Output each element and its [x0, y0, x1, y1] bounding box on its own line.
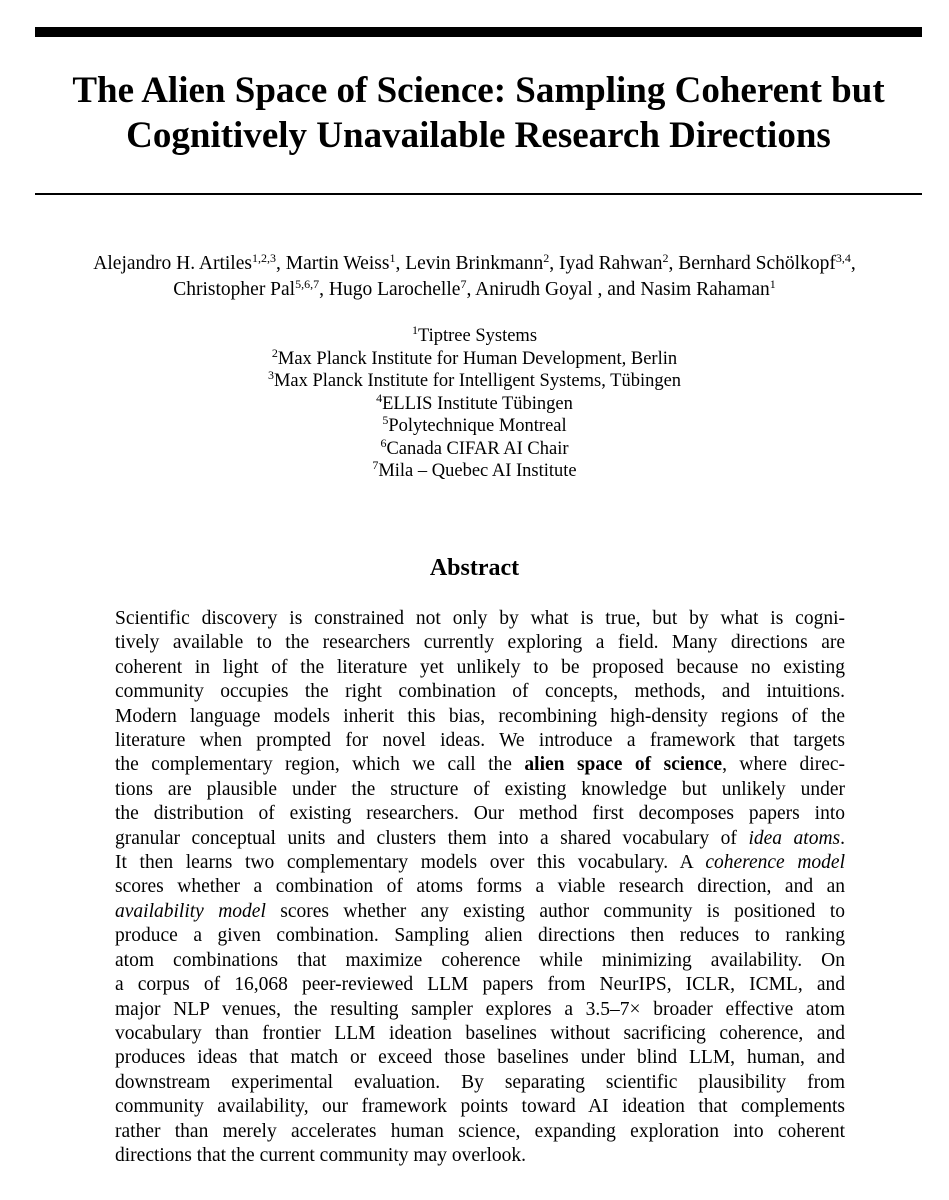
- affiliation: [0, 415, 949, 438]
- abstract-line: [115, 900, 845, 924]
- affiliation-name: Polytechnique Montreal: [388, 416, 567, 436]
- abstract-text: directions that the current community may overlook.: [115, 1144, 527, 1166]
- title-bottom-rule: [35, 193, 922, 195]
- author-line-2: Christopher Pal$^{5,6,7}$, Hugo Larochelle$^7$, Anirudh Goyal , and Nasim Rahaman$^1$: [173, 277, 776, 300]
- affiliation-name: Mila – Quebec AI Institute: [378, 461, 577, 481]
- abstract-text: atom combinations that maximize coherence while minimizing availability. On: [115, 949, 845, 971]
- abstract-line: [115, 1095, 845, 1119]
- abstract-line: [115, 924, 845, 948]
- abstract-text: It then learns two complementary models over this vocabulary. A: [115, 852, 706, 874]
- abstract-line: [115, 827, 845, 851]
- affiliation-number: 6: [380, 435, 387, 450]
- abstract-line: [115, 1120, 845, 1144]
- abstract-body: [115, 607, 845, 1168]
- abstract-text: downstream experimental evaluation. By separating scientific plausibility from: [115, 1071, 845, 1093]
- affiliation: [0, 460, 949, 483]
- abstract-text: , where direc-: [722, 754, 845, 776]
- abstract-line: [115, 875, 845, 899]
- affiliation: [0, 390, 949, 416]
- affiliation-name: Tiptree Systems: [417, 326, 538, 346]
- abstract-text: tions are plausible under the structure of existing knowledge but unlikely under: [115, 778, 845, 800]
- abstract-text: tively available to the researchers currently exploring a field. Many directions are: [115, 632, 845, 654]
- affiliation-name: Canada CIFAR AI Chair: [386, 438, 569, 459]
- author-name: Iyad Rahwan: [559, 253, 663, 274]
- abstract-line: [115, 656, 845, 680]
- abstract-line: [115, 607, 845, 631]
- abstract-text: scores whether any existing author community is positioned to: [265, 900, 845, 922]
- abstract-text: Modern language models inherit this bias, recombining high-density regions of the: [115, 705, 845, 727]
- abstract-text: Scientific discovery is constrained not only by what is true, but by what is cogni-: [115, 608, 845, 629]
- abstract-text: .: [840, 827, 846, 849]
- affiliation-number: 3: [267, 368, 274, 382]
- abstract-line: [115, 851, 845, 875]
- title-line-2: Cognitively Unavailable Research Directions: [126, 115, 831, 156]
- affiliation: [0, 325, 949, 348]
- abstract-line: [115, 778, 845, 802]
- author-affiliation-marker: 2: [543, 251, 550, 265]
- abstract-line: [115, 1144, 845, 1168]
- abstract-text: granular conceptual units and clusters them into a shared vocabulary of: [115, 827, 749, 849]
- abstract-text: the distribution of existing researchers. Our method first decomposes papers into: [115, 803, 845, 825]
- abstract-text: community availability, our framework points toward AI ideation that complements: [115, 1096, 845, 1118]
- affiliation-name: ELLIS Institute Tübingen: [382, 393, 573, 414]
- author-name: Christopher Pal: [173, 279, 296, 300]
- affiliation: [0, 370, 949, 393]
- affiliation-number: 5: [382, 413, 389, 427]
- paper-title: [35, 68, 922, 158]
- abstract-text: major NLP venues, the resulting sampler explores a 3.5–7× broader effective atom: [115, 998, 845, 1020]
- author-affiliation-marker: 2: [662, 251, 669, 265]
- author-affiliation-marker: 5,6,7: [295, 277, 320, 291]
- affiliation-number: 7: [372, 458, 379, 472]
- top-rule: [35, 27, 922, 37]
- abstract-text: rather than merely accelerates human science, expanding exploration into coherent: [115, 1120, 845, 1142]
- author-name: Levin Brinkmann: [405, 253, 544, 274]
- author-affiliation-marker: 1: [389, 251, 396, 265]
- author-name: Martin Weiss: [285, 253, 390, 274]
- abstract-text: community occupies the right combination of concepts, methods, and intuitions.: [115, 681, 845, 703]
- abstract-heading: Abstract: [429, 555, 520, 581]
- affiliation-number: 4: [376, 390, 383, 405]
- author-affiliation-marker: 3,4: [835, 251, 851, 265]
- abstract-text: scores whether a combination of atoms forms a viable research direction, and an: [115, 876, 845, 898]
- abstract-line: [115, 753, 845, 777]
- abstract-line: [115, 631, 845, 655]
- abstract-italic-text: coherence model: [705, 852, 845, 874]
- abstract-line: [115, 973, 845, 997]
- author-affiliation-marker: 1,2,3: [251, 251, 276, 265]
- abstract-line: [115, 949, 845, 973]
- affiliation: [0, 345, 949, 371]
- author-line-1: Alejandro H. Artiles$^{1,2,3}$, Martin Weiss$^1$, Levin Brinkmann$^2$, Iyad Rahwan$^2$, Bernhard Schölkopf$^{3,4}$,: [93, 251, 856, 274]
- affiliation-number: 1: [411, 323, 418, 337]
- abstract-line: [115, 680, 845, 704]
- abstract-text: a corpus of 16,068 peer-reviewed LLM papers from NeurIPS, ICLR, ICML, and: [115, 974, 845, 996]
- affiliation: [0, 435, 949, 461]
- abstract-line: [115, 1022, 845, 1046]
- abstract-italic-text: idea atoms: [748, 827, 841, 849]
- abstract-line: [115, 1071, 845, 1095]
- abstract-line: [115, 1046, 845, 1070]
- affiliation-number: 2: [271, 345, 278, 360]
- author-name: Hugo Larochelle: [328, 279, 461, 300]
- abstract-text: produce a given combination. Sampling alien directions then reduces to ranking: [115, 925, 845, 947]
- author-name: Nasim Rahaman: [640, 279, 770, 300]
- author-name: Bernhard Schölkopf: [678, 253, 836, 274]
- affiliation-list: [0, 325, 949, 483]
- author-affiliation-marker: 1: [769, 277, 776, 291]
- abstract-line: [115, 998, 845, 1022]
- abstract-text: the complementary region, which we call the: [115, 754, 525, 776]
- author-affiliation-marker: 7: [460, 277, 467, 291]
- abstract-text: vocabulary than frontier LLM ideation baselines without sacrificing coherence, and: [115, 1022, 845, 1044]
- author-list: [0, 251, 949, 303]
- abstract-line: [115, 802, 845, 826]
- author-name: Anirudh Goyal: [475, 279, 593, 300]
- abstract-text: produces ideas that match or exceed those baselines under blind LLM, human, and: [115, 1047, 845, 1069]
- affiliation-name: Max Planck Institute for Human Development, Berlin: [277, 348, 678, 369]
- abstract-text: coherent in light of the literature yet unlikely to be proposed because no existing: [115, 656, 845, 678]
- abstract-line: [115, 705, 845, 729]
- abstract-text: literature when prompted for novel ideas. We introduce a framework that targets: [115, 730, 845, 752]
- abstract-italic-text: availability model: [115, 900, 266, 922]
- affiliation-name: Max Planck Institute for Intelligent Systems, Tübingen: [273, 371, 682, 391]
- abstract-line: [115, 729, 845, 753]
- abstract-bold-text: alien space of science: [524, 754, 723, 776]
- author-name: Alejandro H. Artiles: [93, 253, 252, 274]
- title-line-1: The Alien Space of Science: Sampling Coherent but: [72, 70, 885, 111]
